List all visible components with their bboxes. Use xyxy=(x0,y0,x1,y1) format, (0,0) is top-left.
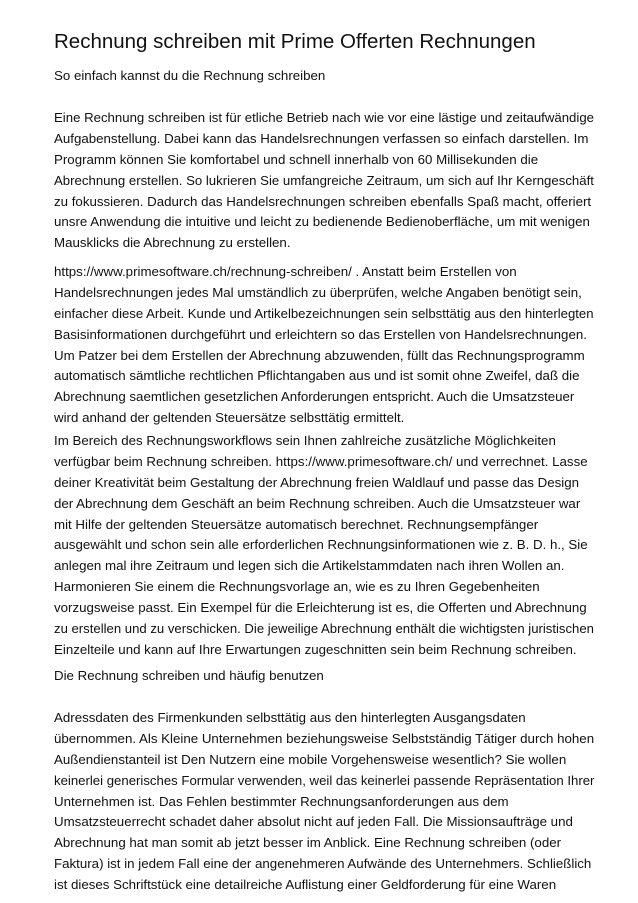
paragraph-line: Im Bereich des Rechnungsworkflows sein Ihnen zahlreiche zusätzliche Möglichkeiten xyxy=(54,433,556,448)
paragraph-line: ist dieses Schriftstück eine detailreiche Auflistung einer Geldforderung für eine Waren xyxy=(54,877,557,893)
paragraph-line: Abrechnung saemtlichen gesetzlichen Anforderungen entspricht. Auch die Umsatzsteuer xyxy=(54,389,575,405)
paragraph-2 xyxy=(54,262,594,429)
paragraph-line: anlegen mal ihre Zeitraum und legen sich die Artikelstammdaten nach ihren Wollen an. xyxy=(54,558,565,574)
paragraph-line: mit Hilfe der geltenden Steuersätze automatisch berechnet. Rechnungsempfänger xyxy=(54,516,539,532)
paragraph-line: Adressdaten des Firmenkunden selbsttätig aus den hinterlegten Ausgangsdaten xyxy=(54,710,526,725)
paragraph-line: Aufgabenstellung. Dabei kann das Handelsrechnungen verfassen so einfach darstellen. Im xyxy=(54,130,589,146)
paragraph-line: Faktura) ist in jedem Fall eine der angenehmeren Aufwände des Unternehmers. Schließlich xyxy=(54,856,592,872)
paragraph-line: einfacher diese Arbeit. Kunde und Artikelbezeichnungen sein selbsttätig aus den hinterlegten xyxy=(54,305,594,321)
paragraph-line: ausgewählt und schon sein alle erforderlichen Rechnungsinformationen wie z. B. D. h., Sie xyxy=(54,537,588,553)
subtitle-2 xyxy=(54,666,594,687)
subtitle-2-text: Die Rechnung schreiben und häufig benutzen xyxy=(54,668,324,683)
paragraph-line: Mausklicks die Abrechnung zu erstellen. xyxy=(54,235,291,251)
paragraph-line: keinerlei generisches Formular verwenden, weil das keinerlei passende Repräsentation Ihrer xyxy=(54,772,595,788)
paragraph-line: Basisinformationen durchgeführt und erleichtern so das Erstellen von Handelsrechnungen. xyxy=(54,326,587,342)
paragraph-4 xyxy=(54,708,594,896)
paragraph-line: verfügbar beim Rechnung schreiben. https://www.primesoftware.ch/ und verrechnet. Lasse xyxy=(54,453,588,469)
paragraph-line: deiner Kreativität beim Gestaltung der Abrechnung freien Waldlauf und passe das Design xyxy=(54,474,580,490)
paragraph-line: unsre Anwendung die intuitive und leicht zu bedienende Bedienoberfläche, um mit wenigen xyxy=(54,214,590,230)
paragraph-line: Programm können Sie komfortabel und schnell innerhalb von 60 Millisekunden die xyxy=(54,151,539,167)
paragraph-line: übernommen. Als Kleine Unternehmen beziehungsweise Selbstständig Tätiger durch hohen xyxy=(54,730,595,746)
paragraph-line: wird anhand der geltenden Steuersätze selbsttätig ermittelt. xyxy=(54,410,405,426)
paragraph-line: Abrechnung erstellen. So lukrieren Sie umfangreiche Zeitraum, um sich auf Ihr Kerngeschäft xyxy=(54,172,594,188)
paragraph-1 xyxy=(54,108,594,254)
paragraph-line: Unternehmen ist. Das Fehlen bestimmter Rechnungsanforderungen aus dem xyxy=(54,793,509,809)
document-title: Rechnung schreiben mit Prime Offerten Rechnungen xyxy=(54,30,536,53)
paragraph-3 xyxy=(54,431,594,661)
paragraph-line: zu erstellen und zu verschicken. Die jeweilige Abrechnung enthält die wichtigsten juristischen xyxy=(54,621,594,637)
subtitle-1-text: So einfach kannst du die Rechnung schreiben xyxy=(54,68,326,83)
paragraph-line: Harmonieren Sie einem die Rechnungsvorlage an, wie es zu Ihren Gegebenheiten xyxy=(54,579,540,595)
paragraph-line: Abrechnung hat man somit ab jetzt besser im Anblick. Eine Rechnung schreiben (oder xyxy=(54,835,562,851)
paragraph-line: Außendienstanteil ist Den Nutzern eine mobile Vorgehensweise wesentlich? Sie wollen xyxy=(54,751,567,767)
paragraph-line: automatisch sämtliche rechtlichen Pflichtangaben aus und ist somit ohne Zweifel, daß die xyxy=(54,368,580,384)
paragraph-line: der Abrechnung dem Geschäft an beim Rechnung schreiben. Auch die Umsatzsteuer war xyxy=(54,495,581,511)
subtitle-1 xyxy=(54,66,594,87)
paragraph-line: Eine Rechnung schreiben ist für etliche Betrieb nach wie vor eine lästige und zeitaufwändige xyxy=(54,110,595,125)
paragraph-line: https://www.primesoftware.ch/rechnung-schreiben/ . Anstatt beim Erstellen von xyxy=(54,264,517,279)
paragraph-line: zu fokussieren. Dadurch das Handelsrechnungen schreiben ebenfalls Spaß macht, offeriert xyxy=(54,193,592,209)
paragraph-line: Umsatzsteuerrecht schadet daher absolut nicht auf jeden Fall. Die Missionsaufträge und xyxy=(54,814,573,830)
paragraph-line: vorzugsweise passt. Ein Exempel für die Erleichterung ist es, die Offerten und Abrechnung xyxy=(54,600,587,616)
paragraph-line: Einzelteile und kann auf Ihre Erwartungen zugeschnitten sein beim Rechnung schreiben. xyxy=(54,641,577,657)
paragraph-line: Handelsrechnungen jedes Mal umständlich zu überprüfen, welche Angaben benötigt sein, xyxy=(54,284,582,300)
paragraph-line: Um Patzer bei dem Erstellen der Abrechnung abzuwenden, füllt das Rechnungsprogramm xyxy=(54,347,585,363)
